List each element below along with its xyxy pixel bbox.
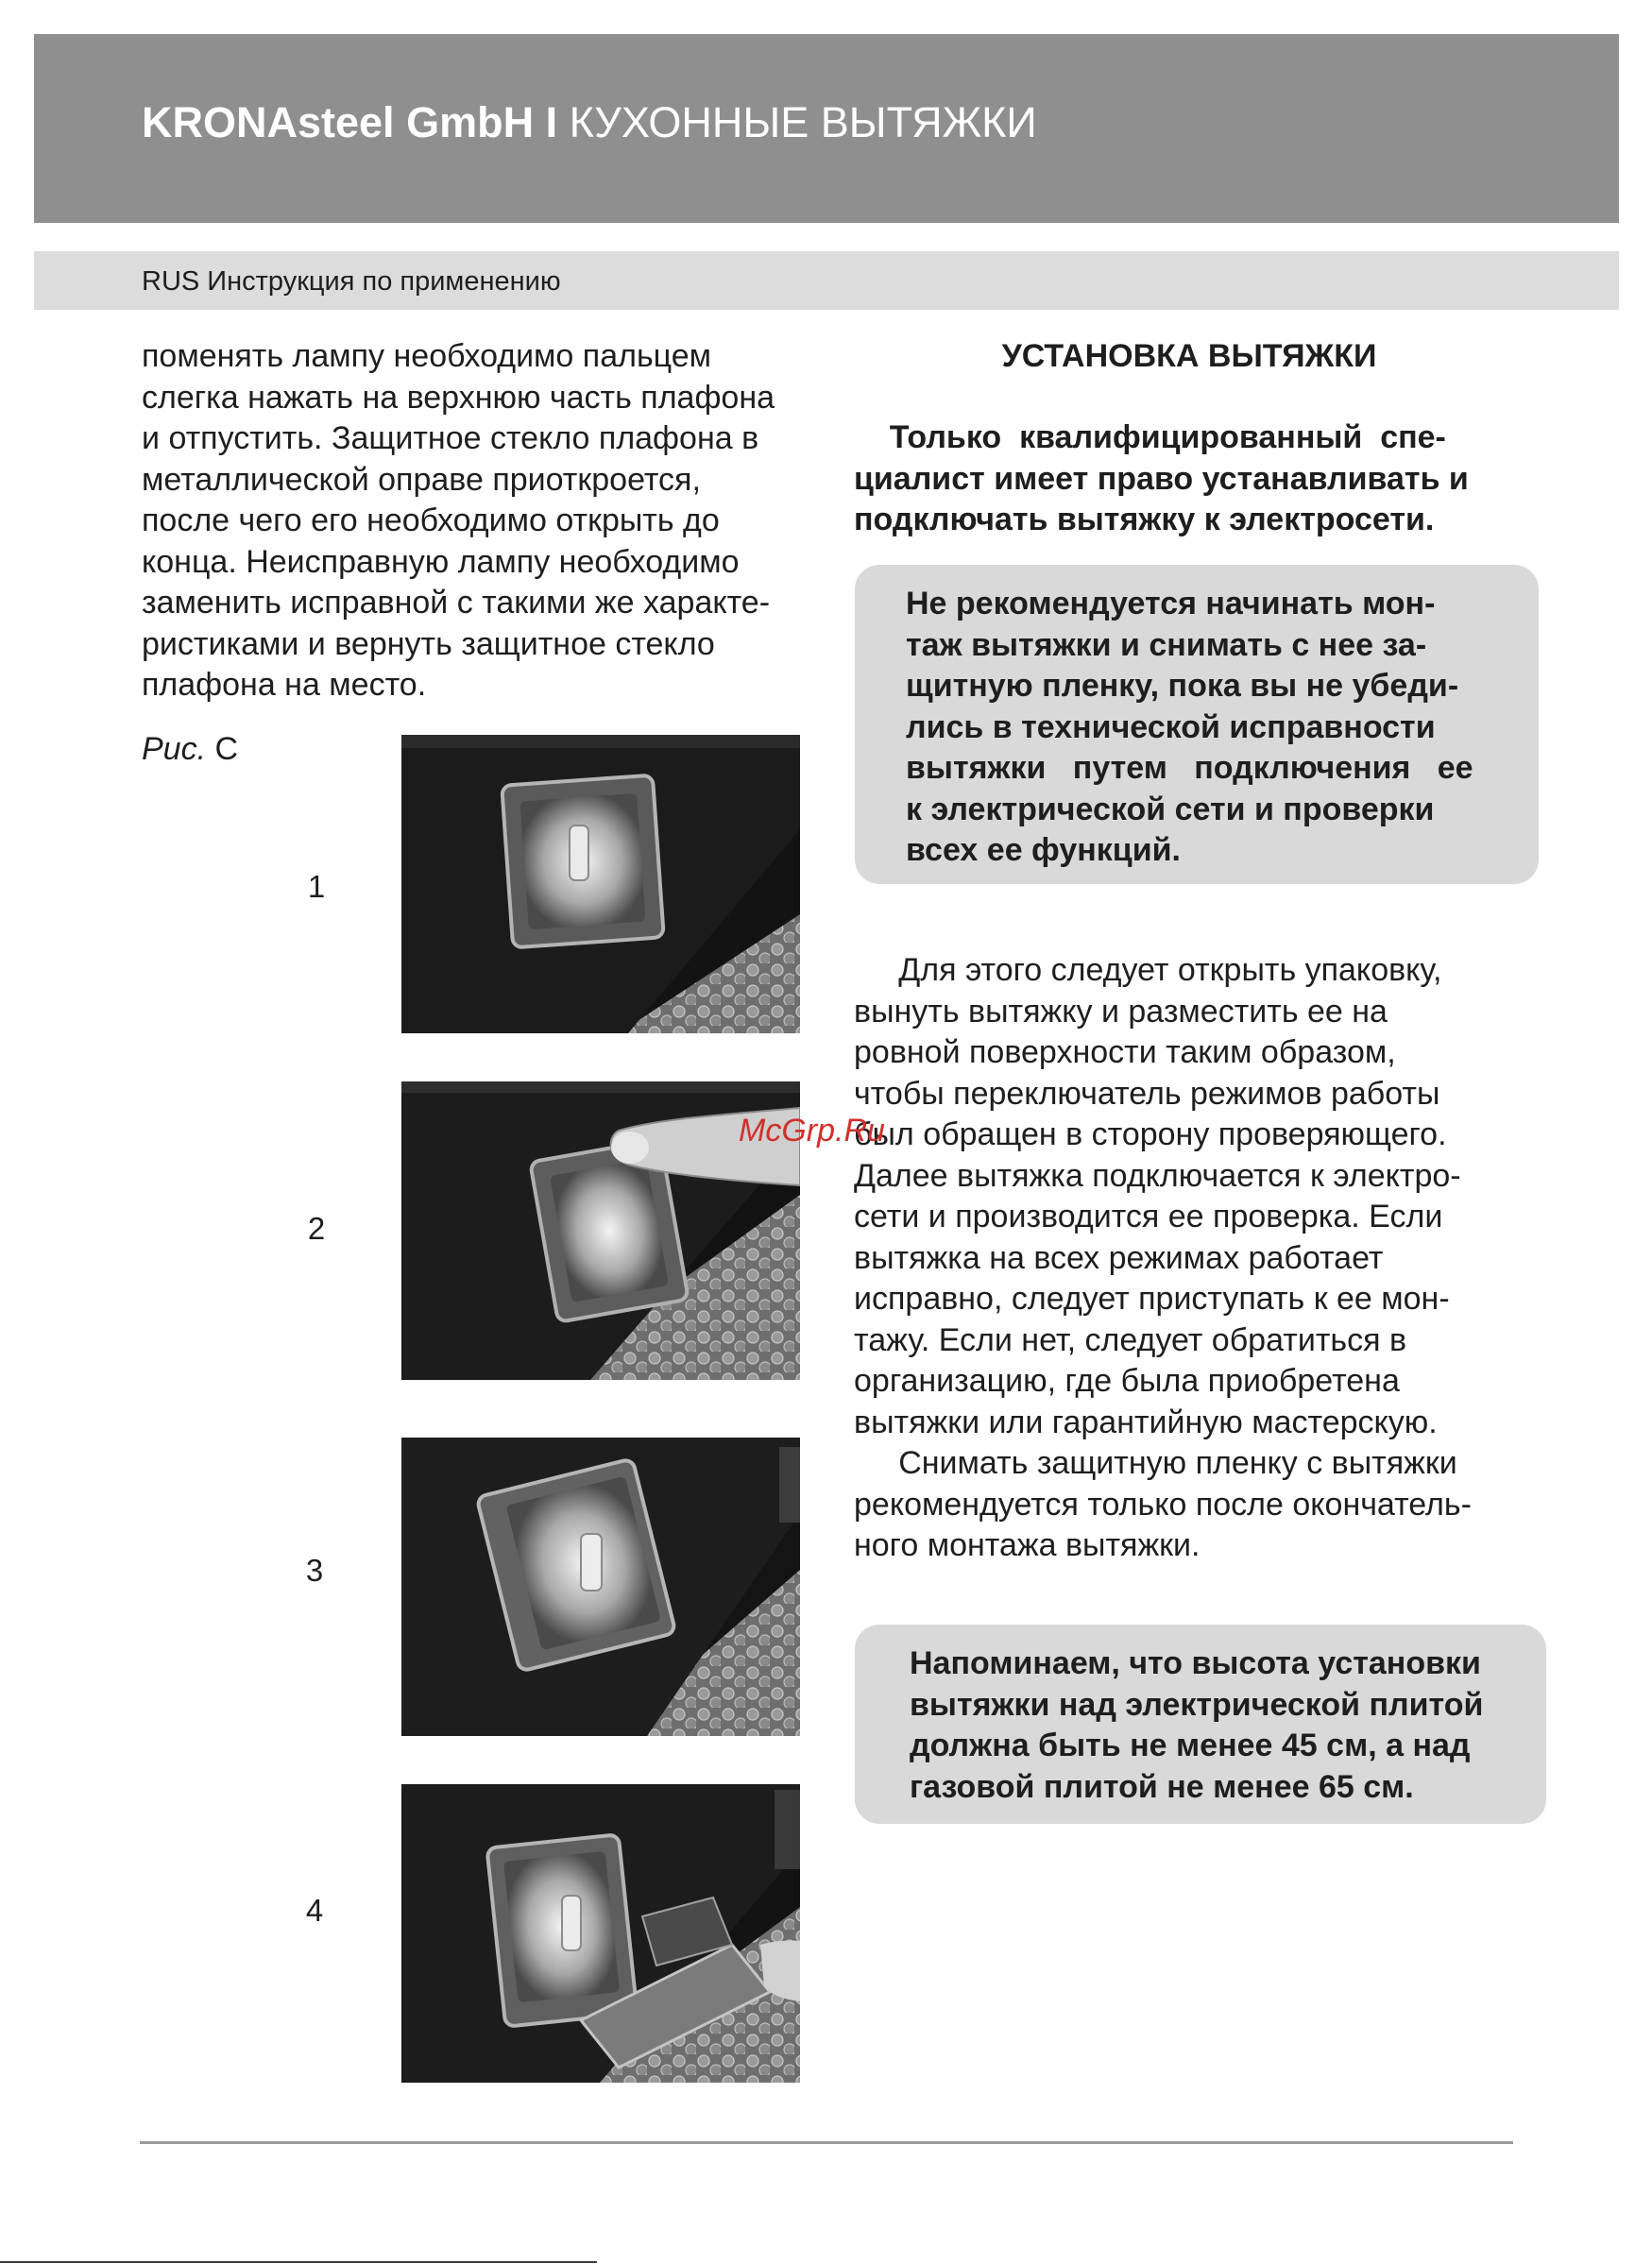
figure-number-2: 2 xyxy=(307,1211,326,1246)
text-line: Только квалифицированный спе- xyxy=(854,419,1446,455)
qualified-specialist-warning xyxy=(854,417,1506,541)
text-line: плафона на место. xyxy=(142,667,427,703)
text-line: Не рекомендуется начинать мон- xyxy=(906,586,1436,621)
text-line: таж вытяжки и снимать с нее за- xyxy=(906,626,1427,663)
text-line: вытяжка на всех режимах работает xyxy=(854,1239,1384,1276)
text-line: Для этого следует открыть упаковку, xyxy=(854,952,1442,988)
text-line: должна быть не менее 45 см, а над xyxy=(910,1728,1471,1763)
text-line: поменять лампу необходимо пальцем xyxy=(142,338,712,374)
text-line: Напоминаем, что высота установки xyxy=(910,1645,1481,1681)
text-line: ного монтажа вытяжки. xyxy=(854,1527,1201,1563)
photo-step-3 xyxy=(401,1438,800,1736)
text-line: сети и производится ее проверка. Если xyxy=(854,1199,1443,1234)
text-line: организацию, где была приобретена xyxy=(854,1363,1400,1399)
text-line: подключать вытяжку к электросети. xyxy=(854,502,1435,537)
text-line: металлической оправе приоткроется, xyxy=(142,461,701,498)
text-line: щитную пленку, пока вы не убеди- xyxy=(906,668,1459,704)
brand-name: KRONAsteel GmbH I xyxy=(142,98,558,146)
text-line: всех ее функций. xyxy=(906,832,1181,868)
figure-caption xyxy=(142,731,238,768)
text-line: и отпустить. Защитное стекло плафона в xyxy=(142,420,759,456)
text-line: лись в технической исправности xyxy=(906,708,1436,745)
text-line: тажу. Если нет, следует обратиться в xyxy=(854,1321,1407,1358)
text-line: заменить исправной с такими же характе- xyxy=(142,585,771,621)
page-title xyxy=(142,98,1037,147)
text-line: после чего его необходимо открыть до xyxy=(142,502,720,538)
footer-divider xyxy=(140,2141,1513,2144)
figure-caption-prefix: Рис. xyxy=(142,731,207,767)
photo-step-4 xyxy=(401,1784,800,2083)
text-line: был обращен в сторону проверяющего. xyxy=(854,1116,1447,1152)
figure-caption-letter: С xyxy=(206,731,239,767)
text-line: вытяжки путем подключения ее xyxy=(906,750,1473,786)
notice-box-testing xyxy=(855,565,1539,884)
figure-number-1: 1 xyxy=(307,869,326,904)
text-line: вытяжки над электрической плитой xyxy=(910,1686,1484,1723)
figure-number-4: 4 xyxy=(305,1893,324,1928)
text-line: ристиками и вернуть защитное стекло xyxy=(142,625,715,662)
watermark: McGrp.Ru xyxy=(739,1113,885,1149)
text-line: рекомендуется только после окончатель- xyxy=(854,1486,1472,1523)
text-line: циалист имеет право устанавливать и xyxy=(854,460,1469,497)
notice-box-height xyxy=(855,1625,1546,1824)
lamp-replacement-paragraph xyxy=(142,336,822,706)
document-title: КУХОННЫЕ ВЫТЯЖКИ xyxy=(557,98,1037,146)
text-line: исправно, следует приступать к ее мон- xyxy=(854,1281,1450,1317)
testing-procedure-paragraph xyxy=(854,950,1534,1567)
text-line: чтобы переключатель режимов работы xyxy=(854,1075,1440,1112)
text-line: вынуть вытяжку и разместить ее на xyxy=(854,993,1388,1030)
text-line: конца. Неисправную лампу необходимо xyxy=(142,543,740,580)
section-title: УСТАНОВКА ВЫТЯЖКИ xyxy=(1001,338,1377,374)
text-line: вытяжки или гарантийную мастерскую. xyxy=(854,1404,1438,1440)
bottom-edge-line xyxy=(0,2261,597,2263)
subheader-label: RUS Инструкция по применению xyxy=(142,266,561,297)
text-line: к электрической сети и проверки xyxy=(906,791,1435,827)
text-line: газовой плитой не менее 65 см. xyxy=(910,1768,1414,1805)
text-line: Снимать защитную пленку с вытяжки xyxy=(854,1445,1457,1481)
text-line: слегка нажать на верхнюю часть плафона xyxy=(142,379,775,416)
text-line: ровной поверхности таким образом, xyxy=(854,1034,1396,1070)
photo-step-1 xyxy=(401,735,800,1033)
figure-number-3: 3 xyxy=(305,1553,324,1588)
text-line: Далее вытяжка подключается к электро- xyxy=(854,1157,1461,1194)
